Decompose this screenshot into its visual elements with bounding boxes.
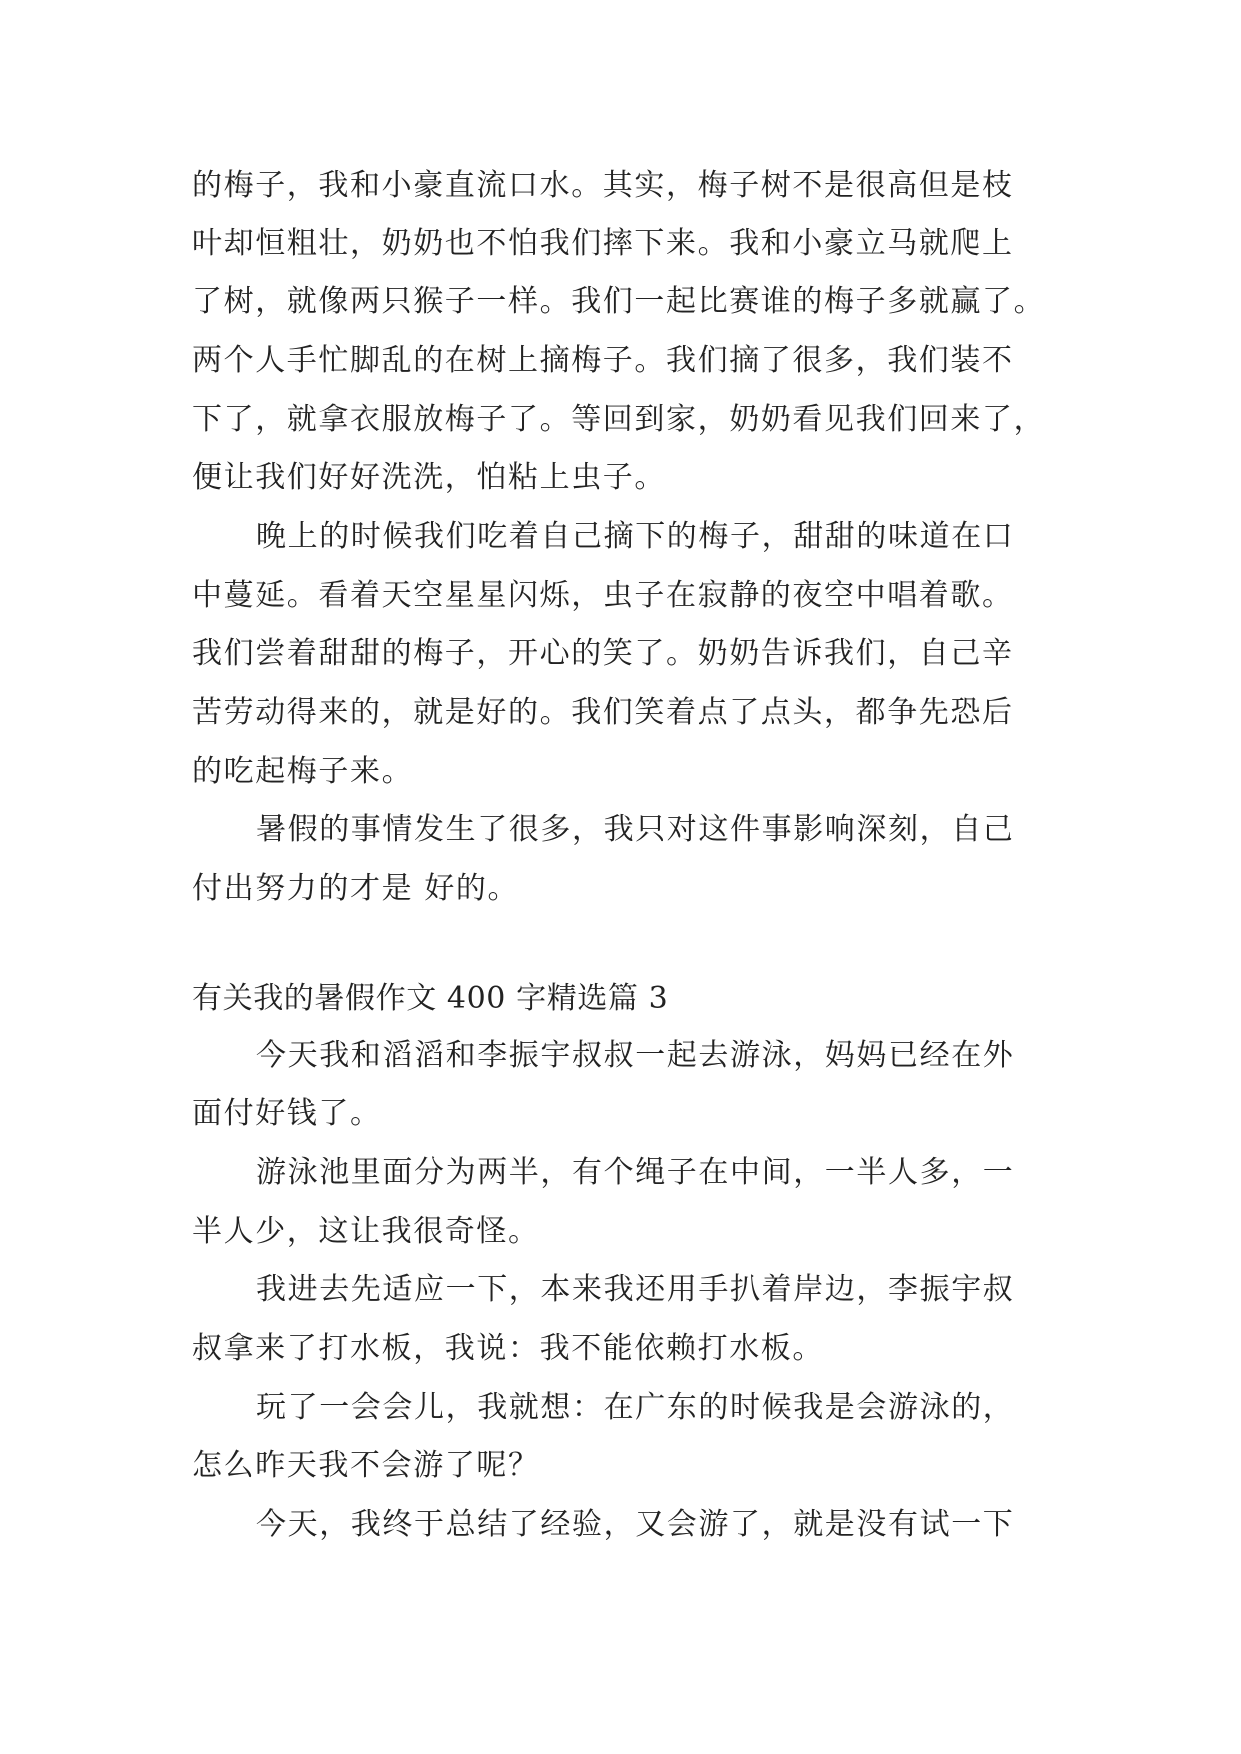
text-line: 便让我们好好洗洗，怕粘上虫子。	[192, 460, 666, 495]
paragraph-first-line: 今天，我终于总结了经验，又会游了，就是没有试一下	[256, 1507, 1015, 1542]
text-line: 的梅子，我和小豪直流口水。其实，梅子树不是很高但是枝	[192, 168, 1014, 203]
text-line: 了树，就像两只猴子一样。我们一起比赛谁的梅子多就赢了。	[192, 284, 1046, 319]
text-line: 的吃起梅子来。	[192, 754, 414, 789]
paragraph-first-line: 暑假的事情发生了很多，我只对这件事影响深刻，自己	[256, 812, 1015, 847]
paragraph-first-line: 游泳池里面分为两半，有个绳子在中间，一半人多，一	[256, 1155, 1015, 1190]
text-line: 叶却恒粗壮，奶奶也不怕我们摔下来。我和小豪立马就爬上	[192, 226, 1014, 261]
text-line: 我们尝着甜甜的梅子，开心的笑了。奶奶告诉我们，自己辛	[192, 636, 1014, 671]
text-line: 付出努力的才是 好的。	[192, 871, 520, 906]
text-line: 两个人手忙脚乱的在树上摘梅子。我们摘了很多，我们装不	[192, 343, 1014, 378]
text-line: 怎么昨天我不会游了呢？	[192, 1448, 540, 1483]
paragraph-first-line: 晚上的时候我们吃着自己摘下的梅子，甜甜的味道在口	[256, 519, 1015, 554]
paragraph-first-line: 我进去先适应一下，本来我还用手扒着岸边，李振宇叔	[256, 1272, 1015, 1307]
paragraph-first-line: 今天我和滔滔和李振宇叔叔一起去游泳，妈妈已经在外	[256, 1038, 1015, 1073]
text-line: 叔拿来了打水板，我说：我不能依赖打水板。	[192, 1331, 824, 1366]
text-line: 苦劳动得来的，就是好的。我们笑着点了点头，都争先恐后	[192, 695, 1014, 730]
text-line: 半人少，这让我很奇怪。	[192, 1214, 540, 1249]
text-line: 中蔓延。看着天空星星闪烁，虫子在寂静的夜空中唱着歌。	[192, 578, 1014, 613]
section-heading: 有关我的暑假作文 400 字精选篇 3	[192, 981, 669, 1016]
text-line: 面付好钱了。	[192, 1096, 382, 1131]
text-line: 下了，就拿衣服放梅子了。等回到家，奶奶看见我们回来了，	[192, 402, 1046, 437]
paragraph-first-line: 玩了一会会儿，我就想：在广东的时候我是会游泳的，	[256, 1390, 1015, 1425]
